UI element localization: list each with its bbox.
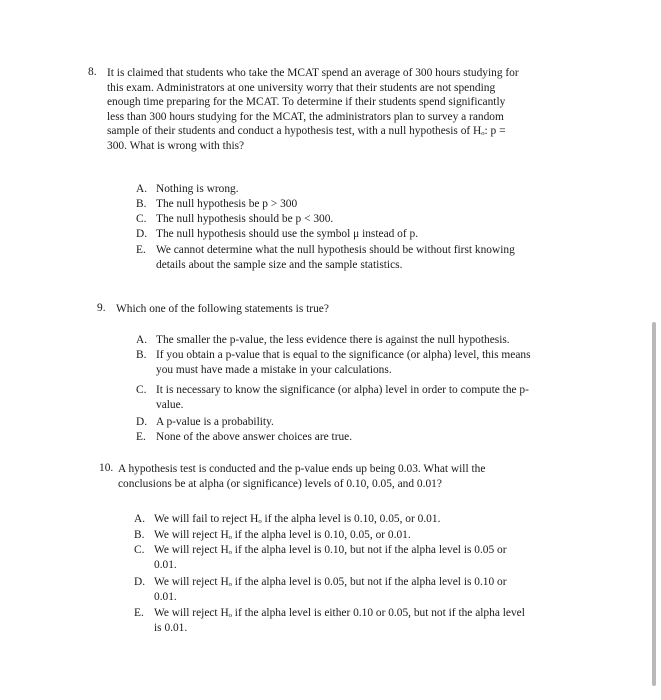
answer-option-c <box>134 543 507 572</box>
option-text-continued: details about the sample size and the sample statistics. <box>156 258 403 271</box>
option-text: A p-value is a probability. <box>156 416 274 428</box>
answer-option-e <box>136 243 515 272</box>
option-letter: E. <box>136 431 146 443</box>
option-text: The null hypothesis be p > 300 <box>156 198 298 210</box>
option-letter: B. <box>136 349 147 361</box>
answer-option-d <box>136 415 274 430</box>
stem-line: sample of their students and conduct a hypothesis test, with a null hypothesis of Hₒ: p = <box>107 125 506 138</box>
answer-option-a <box>134 512 440 527</box>
question-stem <box>118 462 485 491</box>
option-text: We will fail to reject Hₒ if the alpha level is 0.10, 0.05, or 0.01. <box>154 513 441 525</box>
answer-option-e <box>136 430 352 445</box>
option-text: We cannot determine what the null hypothesis should be without first knowing <box>156 244 515 256</box>
option-text: None of the above answer choices are true. <box>156 431 353 443</box>
option-letter: B. <box>136 198 147 210</box>
option-letter: C. <box>136 384 147 396</box>
answer-option-b <box>136 348 531 377</box>
option-text-continued: you must have made a mistake in your calculations. <box>156 363 392 376</box>
option-text: We will reject Hₒ if the alpha level is 0.05, but not if the alpha level is 0.10 or <box>154 576 507 588</box>
option-letter: C. <box>134 544 145 556</box>
answer-option-e <box>134 606 525 635</box>
question-8 <box>88 66 519 154</box>
option-letter: E. <box>136 244 146 256</box>
option-letter: D. <box>136 416 148 428</box>
answer-option-b <box>136 197 297 212</box>
answer-option-d <box>134 575 507 604</box>
question-10 <box>99 462 485 491</box>
option-text-continued: 0.01. <box>154 590 177 603</box>
option-text: We will reject Hₒ if the alpha level is 0.10, 0.05, or 0.01. <box>154 529 411 541</box>
question-9 <box>97 302 329 317</box>
answer-option-b <box>134 528 411 543</box>
stem-line: Which one of the following statements is true? <box>116 303 329 315</box>
answer-option-a <box>136 182 239 197</box>
question-number: 9. <box>97 302 106 314</box>
option-letter: C. <box>136 213 147 225</box>
stem-line: enough time preparing for the MCAT. To determine if their students spend significantly <box>107 96 506 109</box>
option-text: The null hypothesis should use the symbol μ instead of p. <box>156 228 419 240</box>
option-text: Nothing is wrong. <box>156 183 239 195</box>
option-letter: A. <box>136 334 148 346</box>
stem-line: less than 300 hours studying for the MCAT, the administrators plan to survey a random <box>107 110 504 123</box>
answer-option-a <box>136 333 510 348</box>
option-letter: A. <box>136 183 148 195</box>
option-text-continued: value. <box>156 398 184 411</box>
option-text: If you obtain a p-value that is equal to the significance (or alpha) level, this means <box>156 349 531 361</box>
option-letter: B. <box>134 529 145 541</box>
vertical-scrollbar[interactable] <box>652 322 656 686</box>
option-text-continued: 0.01. <box>154 558 177 571</box>
option-text: It is necessary to know the significance (or alpha) level in order to compute the p- <box>156 384 529 396</box>
question-stem <box>107 66 519 154</box>
option-text-continued: is 0.01. <box>154 621 188 634</box>
option-text: The null hypothesis should be p < 300. <box>156 213 334 225</box>
question-stem <box>116 302 329 317</box>
option-letter: D. <box>134 576 146 588</box>
option-letter: E. <box>134 607 144 619</box>
stem-line: this exam. Administrators at one university worry that their students are not spending <box>107 81 496 94</box>
stem-line: conclusions be at alpha (or significance) levels of 0.10, 0.05, and 0.01? <box>118 477 442 490</box>
option-text: We will reject Hₒ if the alpha level is either 0.10 or 0.05, but not if the alpha level <box>154 607 525 619</box>
answer-option-d <box>136 227 418 242</box>
answer-option-c <box>136 212 333 227</box>
option-text: We will reject Hₒ if the alpha level is 0.10, but not if the alpha level is 0.05 or <box>154 544 507 556</box>
option-letter: A. <box>134 513 146 525</box>
stem-line: It is claimed that students who take the MCAT spend an average of 300 hours studying for <box>107 67 519 79</box>
question-number: 8. <box>88 66 97 78</box>
stem-line: A hypothesis test is conducted and the p-value ends up being 0.03. What will the <box>118 463 486 475</box>
answer-option-c <box>136 383 529 412</box>
stem-line: 300. What is wrong with this? <box>107 139 245 152</box>
question-number: 10. <box>99 462 114 474</box>
option-letter: D. <box>136 228 148 240</box>
option-text: The smaller the p-value, the less evidence there is against the null hypothesis. <box>156 334 510 346</box>
